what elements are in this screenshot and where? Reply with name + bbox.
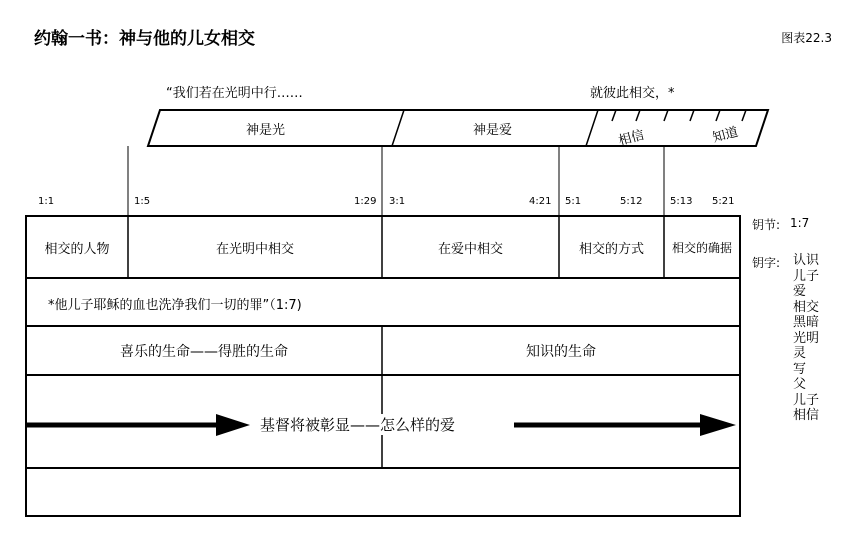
- key-word: 爱: [793, 284, 807, 299]
- key-word: 儿子: [793, 392, 820, 408]
- ref-marker: 1:5: [134, 196, 151, 207]
- key-word: 光明: [793, 330, 820, 346]
- banner-tick: [636, 110, 640, 121]
- ref-marker: 4:21: [529, 196, 552, 207]
- ref-marker: 3:1: [389, 196, 406, 207]
- key-verse-quote: *他儿子耶稣的血也洗净我们一切的罪”（1:7): [48, 298, 302, 313]
- arrow-right-head: [700, 414, 736, 436]
- key-word: 黑暗: [793, 315, 820, 330]
- banner-divider-1: [392, 110, 404, 146]
- section-assurance: 相交的确据: [671, 240, 732, 255]
- banner-tick: [690, 110, 694, 121]
- banner-divider-2: [586, 110, 598, 146]
- life-right: 知识的生命: [526, 343, 596, 360]
- banner-tick: [742, 110, 746, 121]
- key-word: 父: [793, 377, 807, 392]
- ref-marker: 5:1: [565, 196, 582, 207]
- quote-left: “我们若在光明中行……: [166, 86, 303, 101]
- page-title: 约翰一书：神与他的儿女相交: [34, 29, 255, 49]
- ref-marker: 1:29: [354, 196, 377, 207]
- key-word: 写: [793, 361, 807, 377]
- ref-marker: 5:13: [670, 196, 693, 207]
- section-love: 在爱中相交: [437, 241, 503, 257]
- banner-light: 神是光: [246, 123, 286, 138]
- key-word: 相交: [793, 299, 820, 315]
- arrow-text: 基督将被彰显——怎么样的爱: [260, 416, 456, 434]
- banner-love: 神是爱: [473, 123, 513, 138]
- key-word: 灵: [793, 346, 807, 361]
- key-word: 相信: [793, 408, 820, 423]
- key-verse-value: 1:7: [790, 216, 810, 230]
- section-people: 相交的人物: [44, 241, 110, 257]
- life-left: 喜乐的生命——得胜的生命: [120, 343, 288, 360]
- ref-marker: 5:21: [712, 196, 735, 207]
- key-words-list: [793, 253, 819, 424]
- key-words-label: 钥字:: [752, 256, 781, 270]
- ref-marker: 5:12: [620, 196, 643, 207]
- banner-tick: [612, 110, 616, 121]
- section-way: 相交的方式: [578, 241, 644, 257]
- banner-outline: [148, 110, 768, 146]
- ref-marker: 1:1: [38, 196, 55, 207]
- figure-label: 图表22.3: [781, 31, 832, 45]
- banner-believe: 相信: [617, 127, 647, 150]
- section-light: 在光明中相交: [215, 241, 294, 257]
- banner-tick: [716, 110, 720, 121]
- banner-know: 知道: [711, 124, 741, 147]
- key-verse-label: 钥节:: [752, 218, 781, 232]
- quote-right: 就彼此相交，*: [590, 86, 675, 101]
- banner-tick: [664, 110, 668, 121]
- key-word: 儿子: [793, 268, 820, 284]
- arrow-left-head: [216, 414, 250, 436]
- key-word: 认识: [793, 253, 820, 268]
